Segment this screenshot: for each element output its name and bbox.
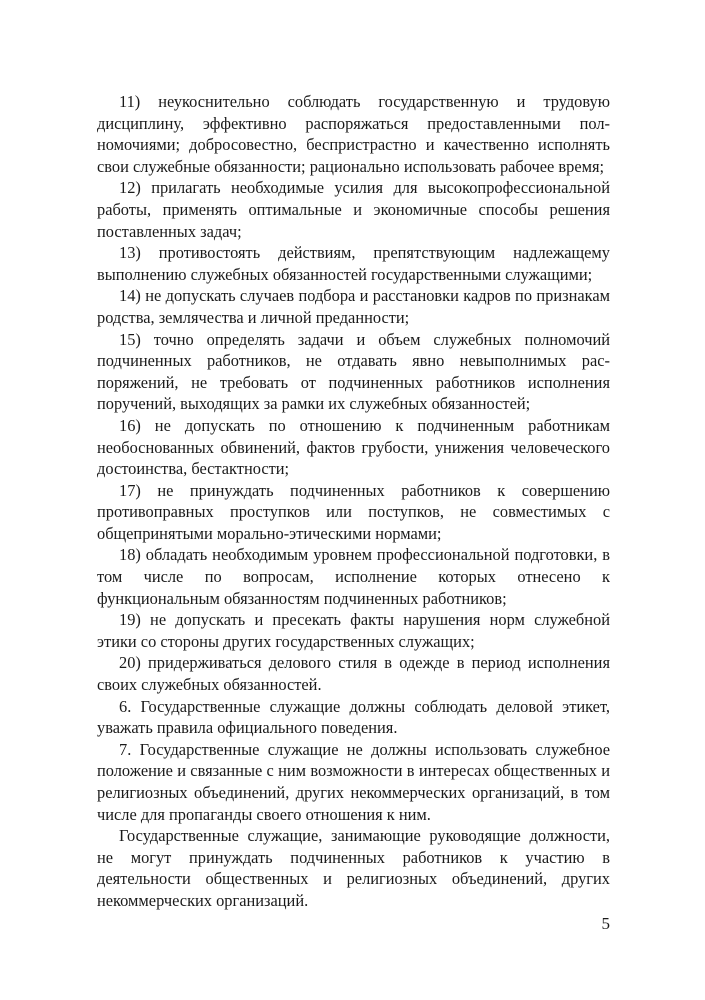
paragraph-item-18: 18) обладать необходимым уровнем профессиональной подготовки, в том числе по вопросам, исполнение которых отнесено к функциональным обязанностям подчиненных работников; — [97, 545, 610, 608]
page-number: 5 — [601, 914, 610, 933]
paragraph-item-16: 16) не допускать по отношению к подчиненным работникам необоснованных обвинений, фактов грубости, унижения человеческого достоинства, бестактности; — [97, 415, 610, 479]
paragraph-item-12: 12) прилагать необходимые усилия для высокопрофессиональной работы, применять оптимальные и экономичные способы решения поставленных задач; — [97, 178, 610, 241]
paragraph-item-14: 14) не допускать случаев подбора и расстановки кадров по признакам родства, землячества и личной преданности; — [97, 286, 610, 327]
paragraph-section-7-continuation: Государственные служащие, занимающие руководящие должности, не могут принуждать подчиненных работников к участию в деятельности общественных и религиозных объединений, других некоммерческих организаций. — [97, 826, 610, 910]
paragraph-item-19: 19) не допускать и пресекать факты нарушения норм служебной этики со стороны других государственных служащих; — [97, 610, 610, 651]
body-text — [97, 91, 610, 912]
paragraph-item-11: 11) неукоснительно соблюдать государственную и трудовую дисциплину, эффективно распоряжаться предоставленными полномочиями; добросовестно, беспристрастно и качественно исполнять свои служебные обязанности; рационально использовать рабочее время; — [97, 92, 610, 176]
paragraph-item-20: 20) придерживаться делового стиля в одежде в период исполнения своих служебных обязанностей. — [97, 653, 610, 695]
paragraph-section-7: 7. Государственные служащие не должны использовать служебное положение и связанные с ним возможности в интересах общественных и религиозных объединений, других некоммерческих организаций, в том числе для пропаганды своего отношения к ним. — [97, 739, 610, 824]
paragraph-item-15: 15) точно определять задачи и объем служебных полномочий подчиненных работников, не отдавать явно невыполнимых распоряжений, не требовать от подчиненных работников исполнения поручений, выходящих за рамки их служебных обязанностей; — [97, 329, 610, 414]
paragraph-item-17: 17) не принуждать подчиненных работников к совершению противоправных проступков или поступков, не совместимых с общепринятыми морально-этическими нормами; — [97, 480, 610, 543]
paragraph-section-6: 6. Государственные служащие должны соблюдать деловой этикет, уважать правила официального поведения. — [97, 696, 610, 738]
paragraph-item-13: 13) противостоять действиям, препятствующим надлежащему выполнению служебных обязанностей государственными служащими; — [97, 243, 610, 284]
